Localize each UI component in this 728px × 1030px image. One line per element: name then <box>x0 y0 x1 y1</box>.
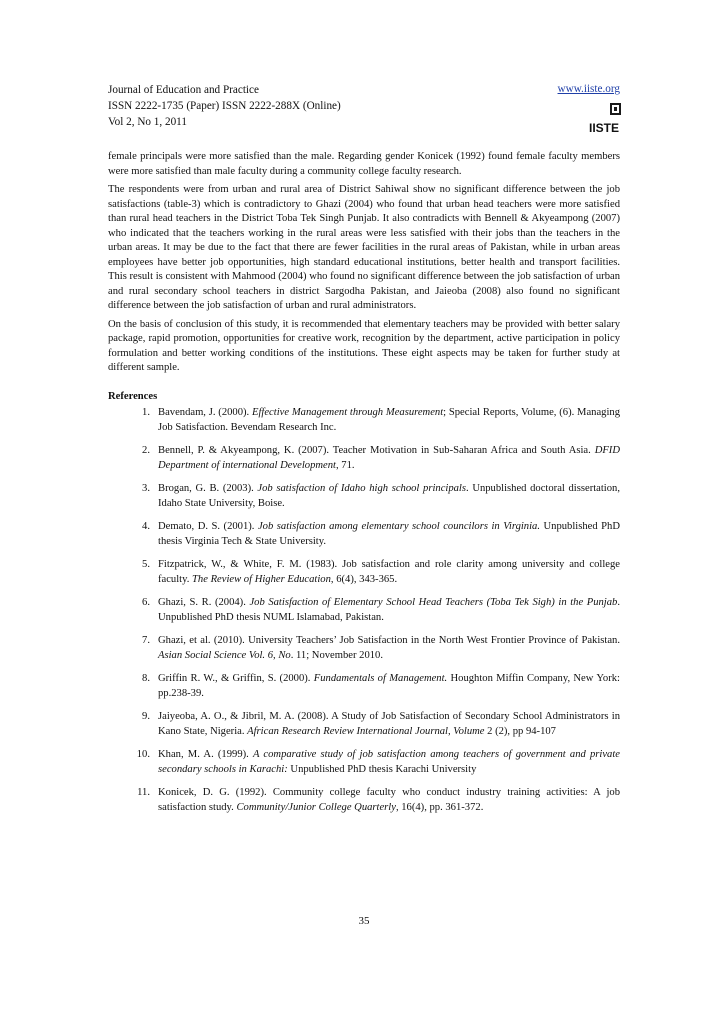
reference-number: 4. <box>142 521 150 532</box>
paragraph-3: On the basis of conclusion of this study, it is recommended that elementary teachers may be provided with better salary package, rapid promotion, opportunities for creative work, recognition by the department, active participation in policy formulation and better working conditions of the institutions. These eight aspects may be taken for further study at different sample. <box>108 318 620 373</box>
reference-text-plain: Ghazi, S. R. (2004). <box>158 597 250 608</box>
reference-text-italic: DFID Department of international Development <box>158 445 620 471</box>
reference-number: 6. <box>142 597 150 608</box>
reference-text-tail: , 16(4), pp. 361-372. <box>395 801 484 813</box>
reference-text-plain: Bavendam, J. (2000). <box>158 407 252 418</box>
reference-text-italic: A comparative study of job satisfaction among teachers of government and private secondary schools in Karachi: <box>158 749 620 775</box>
paragraph-2: The respondents were from urban and rural area of District Sahiwal show no significant difference between the job satisfactions (table-3) which is contradictory to Ghazi (2004) who found that urban head teachers were more satisfied than rural head teachers in the District Toba Tek Singh Punjab. It also contradicts with Bennell & Akyeampong (2007) who indicated that the teachers working in the rural areas were less satisfied with their jobs than the teachers in the urban areas. It may be due to the fact that there are fewer facilities in the rural areas of Pakistan, while in urban areas employees have better job opportunities, high standard educational institutions, better health and transport facilities. This result is consistent with Mahmood (2004) who found no significant difference between the job satisfaction of urban and rural secondary school teachers in district Sargodha Pakistan, and Jaieoba (2008) also found no significant difference between the job satisfaction of urban and rural administrators. <box>108 184 620 311</box>
reference-text <box>158 710 620 739</box>
reference-text-italic: Job satisfaction of Idaho high school principals <box>257 483 466 494</box>
volume-line: Vol 2, No 1, 2011 <box>108 116 187 128</box>
reference-text-tail: , 6(4), 343-365. <box>330 573 398 585</box>
reference-text <box>158 672 620 701</box>
reference-item <box>108 786 620 815</box>
reference-item <box>108 406 620 435</box>
reference-item <box>108 634 620 663</box>
iiste-logo <box>588 101 624 135</box>
reference-text-tail: Houghton Miffin Company, New York: pp.238-39. <box>158 673 620 699</box>
logo-text: IISTE <box>589 121 620 135</box>
reference-text <box>158 786 620 815</box>
reference-text <box>158 634 620 663</box>
reference-number: 11. <box>137 787 150 798</box>
reference-text-italic: Community/Junior College Quarterly <box>236 801 396 813</box>
reference-text-plain: Griffin R. W., & Griffin, S. (2000). <box>158 673 314 684</box>
reference-text-tail: Unpublished PhD thesis Virginia Tech & State University. <box>158 521 621 547</box>
reference-text-plain: Demato, D. S. (2001). <box>158 521 258 532</box>
reference-text-tail: , 71. <box>336 459 355 471</box>
reference-item <box>108 748 620 777</box>
reference-item <box>108 672 620 701</box>
reference-number: 5. <box>142 559 150 570</box>
reference-item <box>108 520 620 549</box>
reference-text <box>158 596 620 625</box>
reference-text-italic: Job Satisfaction of Elementary School Head Teachers (Toba Tek Sigh) in the Punjab <box>249 597 618 608</box>
reference-text <box>158 482 620 511</box>
reference-text-plain: Brogan, G. B. (2003). <box>158 483 258 494</box>
reference-number: 2. <box>142 445 150 456</box>
reference-item <box>108 596 620 625</box>
journal-title: Journal of Education and Practice <box>108 84 259 96</box>
references-heading: References <box>108 390 158 402</box>
reference-text-italic: Effective Management through Measurement <box>251 407 444 418</box>
reference-number: 3. <box>142 483 150 494</box>
reference-text-tail: Unpublished PhD thesis Karachi University <box>287 763 477 775</box>
reference-item <box>108 444 620 473</box>
reference-text <box>158 748 620 777</box>
reference-text-tail: . 11; November 2010. <box>290 649 383 661</box>
reference-text-italic: African Research Review International Journal, Volume <box>247 725 485 737</box>
reference-text-plain: Jaiyeoba, A. O., & Jibril, M. A. (2008). A Study of Job Satisfaction of Secondary School Administrators in Kano State, Nigeria. <box>158 711 620 737</box>
reference-item <box>108 482 620 511</box>
reference-number: 7. <box>142 635 150 646</box>
reference-number: 8. <box>142 673 150 684</box>
reference-text <box>158 406 620 435</box>
reference-text-tail: 2 (2), pp 94-107 <box>484 725 556 737</box>
reference-text-italic: Fundamentals of Management. <box>313 673 448 684</box>
reference-text-tail: ; Special Reports, Volume, (6). Managing Job Satisfaction. Bevendam Research Inc. <box>158 407 620 433</box>
reference-item <box>108 558 620 587</box>
paragraph-1: female principals were more satisfied than the male. Regarding gender Konicek (1992) found female faculty members were more satisfied than male faculty during a community college faculty research. <box>108 151 620 177</box>
article-body <box>108 150 620 824</box>
reference-text-plain: Ghazi, et al. (2010). University Teachers’ Job Satisfaction in the North West Frontier Province of Pakistan. <box>158 635 620 646</box>
reference-text-plain: Fitzpatrick, W., & White, F. M. (1983). Job satisfaction and role clarity among university and college faculty. <box>158 559 620 585</box>
references-list <box>108 406 620 815</box>
reference-number: 10. <box>136 749 150 760</box>
reference-text-italic: Job satisfaction among elementary school councilors in Virginia. <box>257 521 540 532</box>
reference-text-italic: Asian Social Science Vol. 6, No <box>158 649 291 661</box>
reference-number: 9. <box>142 711 150 722</box>
journal-url-link[interactable]: www.iiste.org <box>557 83 620 95</box>
reference-item <box>108 710 620 739</box>
reference-number: 1. <box>142 407 150 418</box>
page-number: 35 <box>358 915 370 927</box>
reference-text <box>158 444 620 473</box>
reference-text <box>158 558 620 587</box>
reference-text <box>158 520 620 549</box>
reference-text-tail: . Unpublished PhD thesis NUML Islamabad, Pakistan. <box>158 597 621 623</box>
reference-text-tail: . Unpublished doctoral dissertation, Idaho State University, Boise. <box>158 483 620 509</box>
issn-line: ISSN 2222-1735 (Paper) ISSN 2222-288X (Online) <box>108 100 341 112</box>
reference-text-plain: Bennell, P. & Akyeampong, K. (2007). Teacher Motivation in Sub-Saharan Africa and South Asia. <box>158 445 595 456</box>
reference-text-plain: Khan, M. A. (1999). <box>158 749 253 760</box>
reference-text-plain: Konicek, D. G. (1992). Community college faculty who conduct industry training activities: A job satisfaction study. <box>158 787 620 813</box>
reference-text-italic: The Review of Higher Education <box>192 573 331 585</box>
